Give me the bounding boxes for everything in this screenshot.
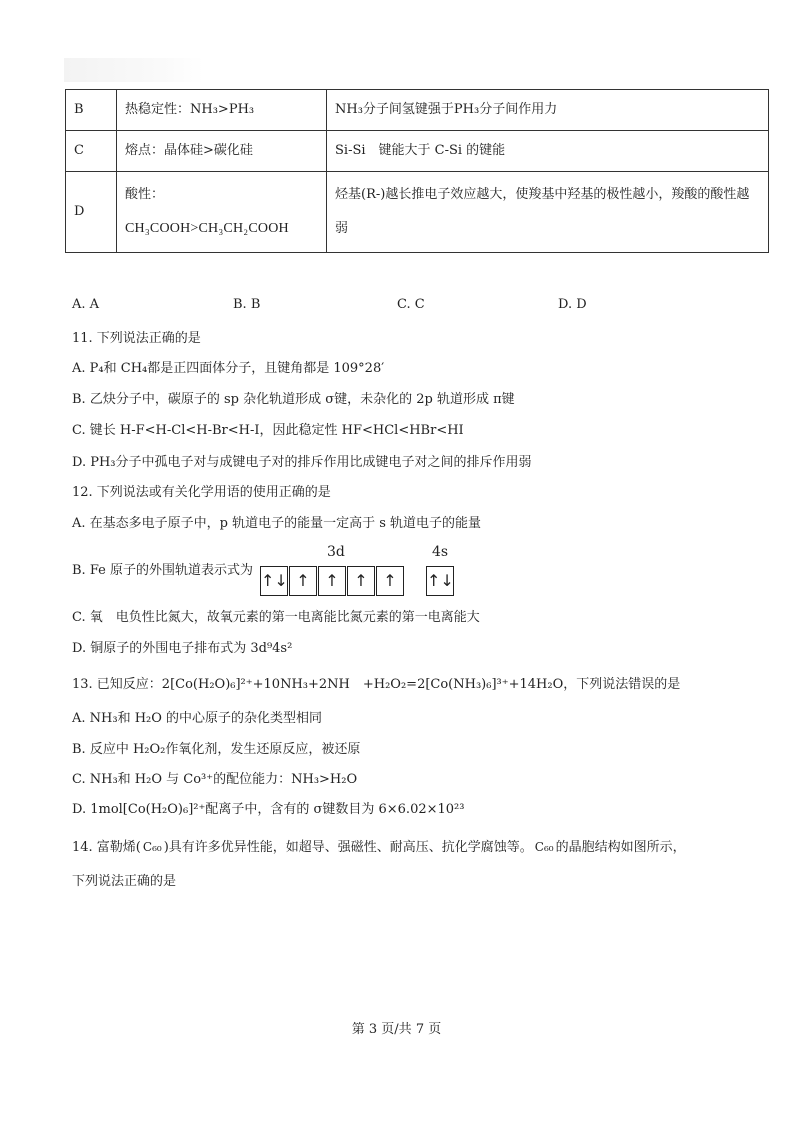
q14-part2: )具有许多优异性能，如超导、强磁性、耐高压、抗化学腐蚀等。 (163, 840, 533, 855)
options-table (65, 89, 769, 253)
orbital-box: ↑ (289, 566, 317, 596)
row-reason: NH₃分子间氢键强于PH₃分子间作用力 (327, 90, 769, 131)
q11-option-d: D. PH₃分子中孤电子对与成键电子对的排斥作用比成键电子对之间的排斥作用弱 (72, 455, 532, 470)
answer-option-c: C. C (397, 297, 425, 312)
orbital-box: ↑ (347, 566, 375, 596)
page-footer: 第 3 页/共 7 页 (351, 1022, 442, 1037)
q12-option-a: A. 在基态多电子原子中，p 轨道电子的能量一定高于 s 轨道电子的能量 (72, 516, 482, 531)
fact-formula: CH₃COOH>CH₃CH₂COOH (125, 221, 289, 236)
q11-option-c: C. 键长 H-F<H-Cl<H-Br<H-I，因此稳定性 HF<HCl<HBr<HI (72, 423, 464, 438)
q13-option-c: C. NH₃和 H₂O 与 Co³⁺的配位能力：NH₃>H₂O (72, 772, 358, 787)
orbital-box: ↑ (318, 566, 346, 596)
orbital-label-4s: 4s (432, 544, 449, 560)
answer-option-b: B. B (233, 297, 261, 312)
q14-stem-line1 (72, 838, 686, 857)
row-key: D (66, 172, 117, 253)
row-reason: 烃基(R-)越长推电子效应越大，使羧基中羟基的极性越小，羧酸的酸性越弱 (327, 172, 769, 253)
q12-stem: 12. 下列说法或有关化学用语的使用正确的是 (72, 485, 331, 500)
c60-formula: C₆₀ (142, 840, 162, 854)
row-fact: 熔点：晶体硅>碳化硅 (117, 131, 327, 172)
orbital-box: ↑↓ (260, 566, 288, 596)
q12-option-b: B. Fe 原子的外围轨道表示式为 (72, 563, 253, 578)
q14-stem-line2: 下列说法正确的是 (72, 874, 177, 889)
q13-option-b: B. 反应中 H₂O₂作氧化剂，发生还原反应，被还原 (72, 742, 361, 757)
q14-part1: 14. 富勒烯( (72, 840, 141, 855)
row-fact: 热稳定性：NH₃>PH₃ (117, 90, 327, 131)
q13-option-a: A. NH₃和 H₂O 的中心原子的杂化类型相同 (72, 711, 323, 726)
table-row (66, 131, 769, 172)
q11-option-b: B. 乙炔分子中，碳原子的 sp 杂化轨道形成 σ键，未杂化的 2p 轨道形成 π键 (72, 392, 515, 407)
orbital-box: ↑↓ (426, 566, 454, 596)
q13-stem: 13. 已知反应：2[Co(H₂O)₆]²⁺+10NH₃+2NH +H₂O₂=2[Co(NH₃)₆]³⁺+14H₂O，下列说法错误的是 (72, 677, 681, 692)
row-key: C (66, 131, 117, 172)
row-reason: Si-Si 键能大于 C-Si 的键能 (327, 131, 769, 172)
table-row (66, 90, 769, 131)
q12-option-d: D. 铜原子的外围电子排布式为 3d⁹4s² (72, 641, 293, 656)
faint-header-mark (64, 58, 204, 82)
orbital-label-3d: 3d (327, 544, 345, 560)
orbital-box: ↑ (376, 566, 404, 596)
q14-part3: 的晶胞结构如图所示， (555, 840, 686, 855)
q11-stem: 11. 下列说法正确的是 (72, 331, 201, 346)
q13-option-d: D. 1mol[Co(H₂O)₆]²⁺配离子中，含有的 σ键数目为 6×6.02×10²³ (72, 802, 465, 817)
table-row (66, 172, 769, 253)
answer-option-a: A. A (72, 297, 100, 312)
fact-label: 酸性： (125, 187, 165, 202)
row-fact (117, 172, 327, 253)
c60-formula: C₆₀ (534, 840, 554, 854)
q11-option-a: A. P₄和 CH₄都是正四面体分子，且键角都是 109°28′ (72, 361, 385, 376)
answer-option-d: D. D (558, 297, 587, 312)
q12-option-c: C. 氧 电负性比氮大，故氧元素的第一电离能比氮元素的第一电离能大 (72, 610, 480, 625)
row-key: B (66, 90, 117, 131)
